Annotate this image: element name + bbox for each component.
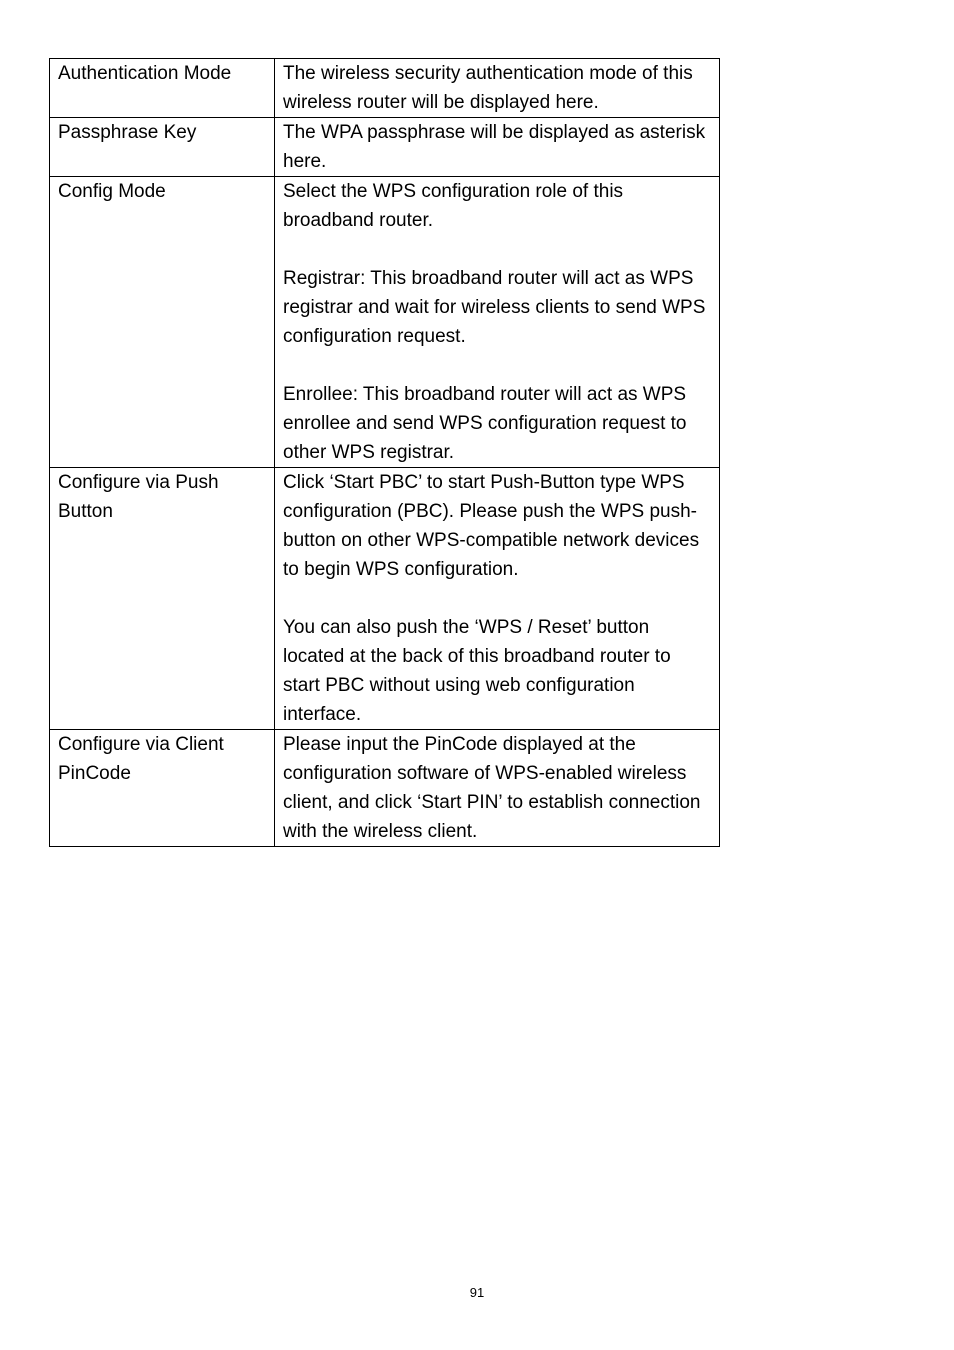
term-label: Passphrase Key: [58, 122, 197, 143]
description-cell: [275, 468, 720, 730]
term-cell: [50, 730, 275, 847]
description-paragraph-registrar: Registrar: This broadband router will act as WPS registrar and wait for wireless clients to send WPS configuration request.: [283, 268, 706, 347]
description-paragraph: The WPA passphrase will be displayed as asterisk here.: [283, 122, 706, 172]
term-cell: [50, 468, 275, 730]
description-paragraph: Click ‘Start PBC’ to start Push-Button type WPS configuration (PBC). Please push the WPS push-button on other WPS-compatible network devices to begin WPS configuration.: [283, 472, 700, 580]
table-row-client-pincode: [50, 730, 720, 847]
table-row-push-button: [50, 468, 720, 730]
description-cell: [275, 118, 720, 177]
description-cell: [275, 730, 720, 847]
settings-description-table: [49, 58, 720, 847]
term-label: Config Mode: [58, 181, 166, 202]
description-paragraph-enrollee: Enrollee: This broadband router will act as WPS enrollee and send WPS configuration request to other WPS registrar.: [283, 384, 687, 463]
term-cell: [50, 59, 275, 118]
description-cell: [275, 177, 720, 468]
description-cell: [275, 59, 720, 118]
page-number: 91: [469, 1285, 485, 1300]
term-label: Authentication Mode: [58, 63, 232, 84]
table-row-config-mode: [50, 177, 720, 468]
description-paragraph: Please input the PinCode displayed at the configuration software of WPS-enabled wireless client, and click ‘Start PIN’ to establish connection with the wireless client.: [283, 734, 701, 842]
description-paragraph: Select the WPS configuration role of this broadband router.: [283, 181, 624, 231]
term-label: Configure via Client PinCode: [58, 734, 224, 784]
term-cell: [50, 118, 275, 177]
term-label: Configure via Push Button: [58, 472, 219, 522]
term-cell: [50, 177, 275, 468]
table-row-passphrase-key: [50, 118, 720, 177]
description-paragraph: The wireless security authentication mode of this wireless router will be displayed here.: [283, 63, 693, 113]
table-row-authentication-mode: [50, 59, 720, 118]
description-paragraph: You can also push the ‘WPS / Reset’ button located at the back of this broadband router to start PBC without using web configuration interface.: [283, 617, 671, 725]
